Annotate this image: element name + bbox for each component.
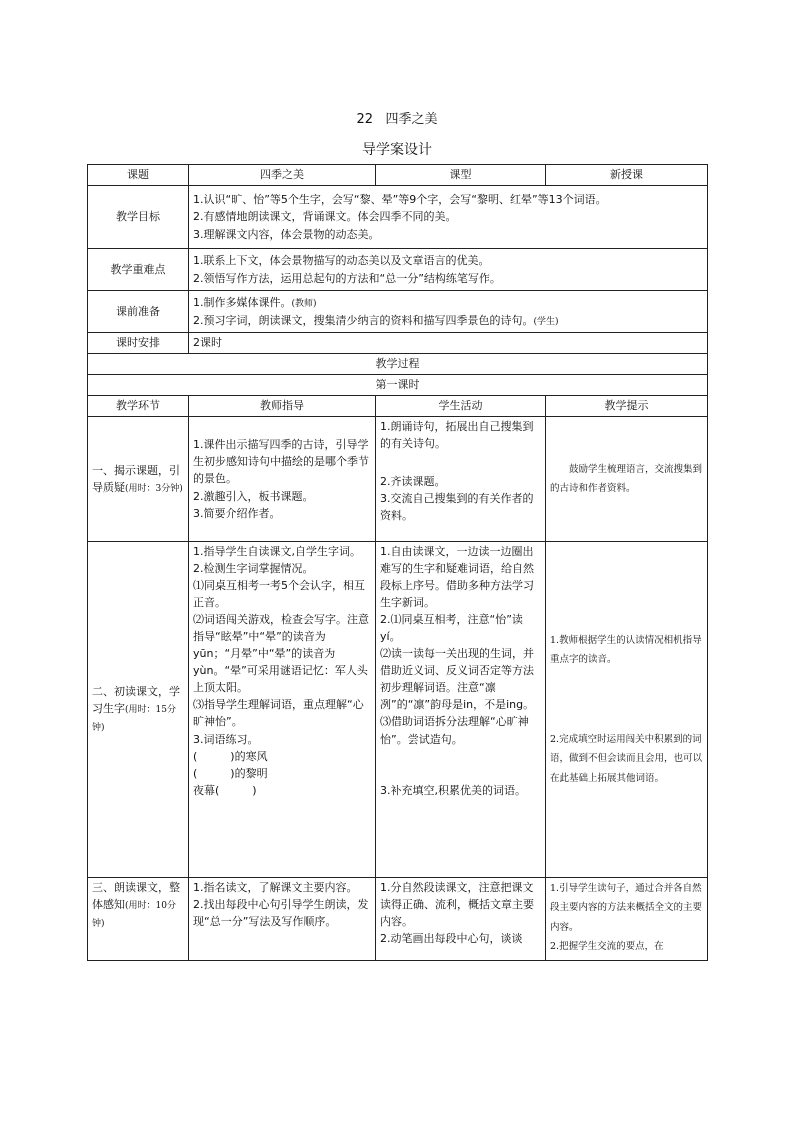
hint-item: 2.完成填空时运用闯关中积累到的词语，做到不但会读而且会用，也可以在此基础上拓展其他词语。 xyxy=(550,733,703,784)
student-cell xyxy=(376,542,546,878)
time-label: 课时安排 xyxy=(88,333,189,354)
hint-cell xyxy=(546,417,708,542)
key-item: 2.领悟写作方法，运用总起句的方法和“总一分”结构练笔写作。 xyxy=(193,271,501,285)
student-item: 1.朗诵诗句，拓展出自己搜集到的有关诗句。 xyxy=(380,420,534,451)
prep-note: (教师) xyxy=(291,298,317,309)
prep-item xyxy=(193,312,703,330)
prep-label: 课前准备 xyxy=(88,291,189,333)
hint-item: 1.引导学生读句子，通过合并各自然段主要内容的方法来概括全文的主要内容。 xyxy=(550,883,703,933)
student-item: 3.交流自己搜集到的有关作者的资料。 xyxy=(380,492,534,523)
hint-cell xyxy=(546,878,708,961)
teacher-item: 1.指导学生自读课文,自学生字词。 xyxy=(193,545,361,558)
hint-cell xyxy=(546,542,708,878)
student-item: 2.⑴同桌互相考，注意“怡”读yí。 xyxy=(380,613,523,644)
teacher-cell xyxy=(189,542,376,878)
teacher-item: ⑴同桌互相考一考5个会认字，相互正音。 xyxy=(193,579,365,610)
step-duration: (用时：3分钟) xyxy=(125,483,183,494)
hint-item: 2.把握学生交流的要点，在 xyxy=(550,941,664,953)
blank-item: ( )的黎明 xyxy=(193,766,268,780)
col-header-student: 学生活动 xyxy=(376,396,546,417)
step-stage-cell xyxy=(88,878,189,961)
topic-value: 四季之美 xyxy=(189,165,376,186)
teacher-item: 2.激趣引入，板书课题。 xyxy=(193,489,314,503)
type-label: 课型 xyxy=(376,165,546,186)
blank-item: ( )的寒风 xyxy=(193,749,268,763)
teacher-cell xyxy=(189,878,376,961)
goal-item: 2.有感情地朗读课文，背诵课文。体会四季不同的美。 xyxy=(193,210,457,224)
teacher-item: 3.简要介绍作者。 xyxy=(193,506,281,520)
process-title: 教学过程 xyxy=(88,354,708,375)
student-item: 1.分自然段读课文，注意把课文读得正确、流利，概括文章主要内容。 xyxy=(380,881,534,929)
time-value: 2课时 xyxy=(189,333,708,354)
teacher-item: 2.检测生字词掌握情况。 xyxy=(193,562,314,576)
hint-item: 鼓励学生梳理语言，交流搜集到的古诗和作者资料。 xyxy=(550,463,703,494)
prep-text: 1.制作多媒体课件。 xyxy=(193,295,292,309)
student-item: 3.补充填空,积累优美的词语。 xyxy=(380,783,526,797)
prep-cell xyxy=(189,291,708,333)
teacher-item: 2.找出每段中心句引导学生朗读，发现“总一分”写法及写作顺序。 xyxy=(193,898,369,929)
step-row xyxy=(88,542,708,878)
student-item: ⑶借助词语拆分法理解“心旷神怡”。尝试造句。 xyxy=(380,715,529,746)
topic-label: 课题 xyxy=(88,165,189,186)
goal-item: 1.认识“旷、怡”等5个生字，会写“黎、晕”等9个字，会写“黎明、红晕”等13个词语。 xyxy=(193,193,607,207)
step-duration: (用时：15分钟) xyxy=(92,705,176,734)
lesson-title xyxy=(0,108,794,127)
teacher-item: 1.课件出示描写四季的古诗，引导学生初步感知诗句中描绘的是哪个季节的景色。 xyxy=(193,438,369,486)
key-cell xyxy=(189,249,708,291)
prep-item xyxy=(193,294,703,312)
step-stage: 二、初读课文，学习生字 xyxy=(92,685,180,716)
type-value: 新授课 xyxy=(546,165,708,186)
student-item: 2.齐读课题。 xyxy=(380,475,446,489)
key-label: 教学重难点 xyxy=(88,249,189,291)
blank-item: 夜幕( ) xyxy=(193,783,257,797)
teacher-item: ⑵词语闯关游戏，检查会写字。注意指导“眩晕”中“晕”的读音为yūn；“月晕”中“晕”的读音为yùn。“晕”可采用谜语记忆：军人头上顶太阳。 xyxy=(193,613,369,695)
key-item: 1.联系上下文，体会景物描写的动态美以及文章语言的优美。 xyxy=(193,254,490,268)
lesson-name: 四季之美 xyxy=(385,112,438,127)
goal-item: 3.理解课文内容，体会景物的动态美。 xyxy=(193,227,380,241)
step-stage: 一、揭示课题，引导质疑 xyxy=(92,463,180,494)
student-item: 2.动笔画出每段中心句，谈谈 xyxy=(380,932,523,946)
goals-cell xyxy=(189,186,708,249)
prep-text: 2.预习字词，朗读课文，搜集清少纳言的资料和描写四季景色的诗句。 xyxy=(193,313,534,327)
lesson-number: 22 xyxy=(356,112,374,127)
col-header-teacher: 教师指导 xyxy=(189,396,376,417)
prep-note: (学生) xyxy=(533,316,559,327)
col-header-stage: 教学环节 xyxy=(88,396,189,417)
student-item: 1.自由读课文，一边读一边圈出难写的生字和疑难词语，给自然段标上序号。借助多种方法学习生字新词。 xyxy=(380,545,534,610)
lesson-plan-table xyxy=(87,164,708,961)
step-stage: 三、朗读课文，整体感知 xyxy=(92,881,180,912)
teacher-cell xyxy=(189,417,376,542)
step-row xyxy=(88,417,708,542)
period-title: 第一课时 xyxy=(88,375,708,396)
goals-label: 教学目标 xyxy=(88,186,189,249)
page-subtitle: 导学案设计 xyxy=(362,142,432,158)
student-cell xyxy=(376,417,546,542)
step-row xyxy=(88,878,708,961)
hint-item: 1.教师根据学生的认读情况相机指导重点字的读音。 xyxy=(550,634,702,666)
teacher-item: 1.指名读文，了解课文主要内容。 xyxy=(193,881,358,894)
teacher-item: 3.词语练习。 xyxy=(193,732,259,746)
col-header-hints: 教学提示 xyxy=(546,396,708,417)
step-stage-cell xyxy=(88,542,189,878)
teacher-item: ⑶指导学生理解词语，重点理解“心旷神怡”。 xyxy=(193,698,364,729)
step-duration: (用时：10分钟) xyxy=(92,901,176,929)
student-cell xyxy=(376,878,546,961)
step-stage-cell xyxy=(88,417,189,542)
student-item: ⑵读一读每一关出现的生词，并借助近义词、反义词否定等方法初步理解词语。注意“凛冽”的“凛”韵母是in，不是ing。 xyxy=(380,647,535,712)
